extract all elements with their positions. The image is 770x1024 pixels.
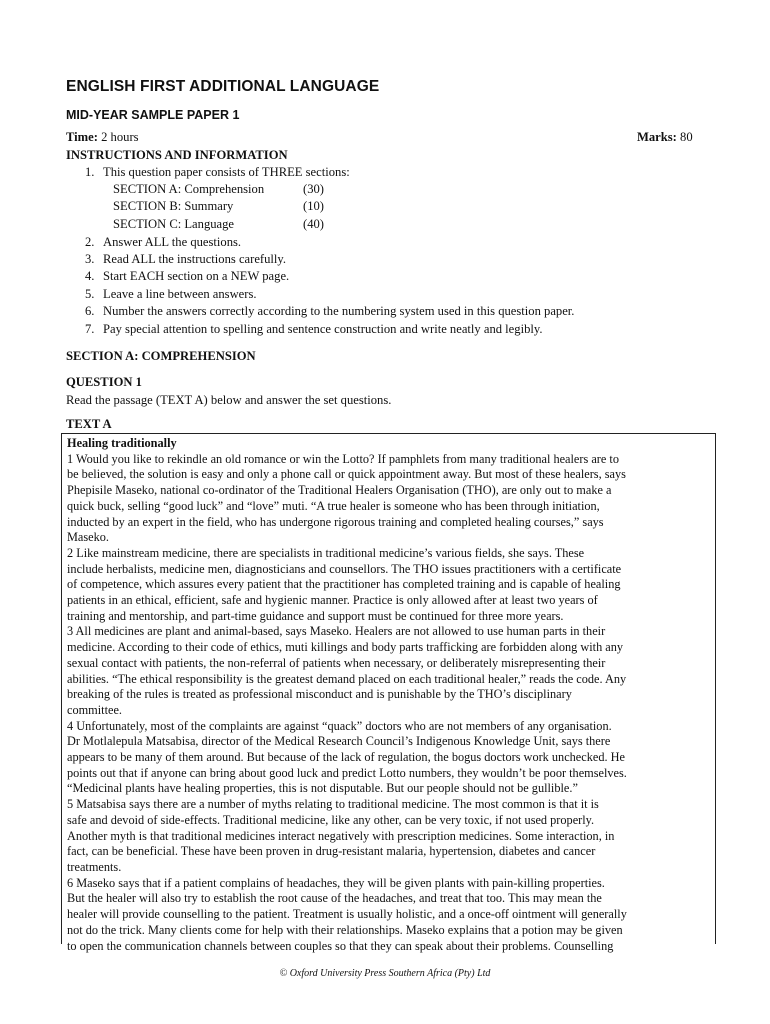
passage-line: “Medicinal plants have healing properties, this is not disputable. But our people should not be gullible.” bbox=[67, 781, 578, 796]
passage-line: 6 Maseko says that if a patient complains of headaches, they will be given plants with pain-killing properties. bbox=[67, 875, 605, 890]
text-label: TEXT A bbox=[66, 417, 112, 431]
passage-line: medicine. According to their code of ethics, muti killings and body parts trafficking are forbidden along with any bbox=[67, 640, 624, 655]
time-value: 2 hours bbox=[101, 130, 139, 144]
instruction-item: 2. Answer ALL the questions. bbox=[85, 234, 242, 249]
instruction-item: 3. Read ALL the instructions carefully. bbox=[85, 252, 287, 266]
marks-info bbox=[637, 129, 693, 145]
section-name: SECTION C: Language bbox=[113, 216, 235, 231]
passage-line: committee. bbox=[67, 702, 122, 717]
question-intro: Read the passage (TEXT A) below and answer the set questions. bbox=[66, 393, 392, 407]
section-a-heading: SECTION A: COMPREHENSION bbox=[66, 349, 256, 363]
passage-line: inducted by an expert in the field, who has undergone rigorous training and completed healing courses,” says bbox=[67, 514, 604, 529]
instruction-item: 7. Pay special attention to spelling and sentence construction and write neatly and legibly. bbox=[85, 321, 543, 336]
passage-line: treatments. bbox=[67, 859, 122, 874]
marks-value: 80 bbox=[680, 130, 693, 144]
passage-line: healer will provide counselling to the patient. Treatment is usually holistic, and a once-off ointment will generally bbox=[67, 907, 627, 922]
passage-line: Maseko. bbox=[67, 530, 110, 545]
instruction-item: 6. Number the answers correctly according to the numbering system used in this question paper. bbox=[85, 304, 575, 319]
section-name: SECTION A: Comprehension bbox=[113, 182, 265, 196]
passage-line: But the healer will also try to establish the root cause of the headaches, and treat that too. This may mean the bbox=[67, 891, 602, 906]
passage-line: Phepisile Maseko, national co-ordinator of the Traditional Healers Organisation (THO), are only out to make a bbox=[67, 483, 612, 498]
passage-line: include herbalists, medicine men, diagnosticians and counsellors. The THO issues practitioners with a certificate bbox=[67, 561, 622, 576]
instruction-item: 1. This question paper consists of THREE sections: bbox=[85, 165, 350, 179]
passage-line: not do the trick. Many clients come for help with their relationships. Maseko explains that a potion may be given bbox=[67, 922, 623, 937]
time-label: Time: bbox=[66, 130, 98, 144]
section-row bbox=[113, 216, 324, 233]
sections-table bbox=[113, 181, 324, 233]
time-info bbox=[66, 129, 139, 145]
paper-title: ENGLISH FIRST ADDITIONAL LANGUAGE bbox=[66, 78, 380, 95]
passage-line: 2 Like mainstream medicine, there are specialists in traditional medicine’s various fields, she says. These bbox=[67, 545, 585, 560]
section-row bbox=[113, 181, 324, 198]
passage-line: be believed, the solution is easy and only a phone call or quick appointment away. But most of these healers, says bbox=[67, 467, 626, 482]
passage-line: safe and devoid of side-effects. Traditional medicine, like any other, can be very toxic, if not used properly. bbox=[67, 812, 595, 827]
passage-line: of competence, which assures every patient that the practitioner has completed training and is capable of healing bbox=[67, 577, 621, 592]
passage-line: Dr Motlalepula Matsabisa, director of the Medical Research Council’s Indigenous Knowledge Unit, says there bbox=[67, 734, 611, 749]
instruction-item: 4. Start EACH section on a NEW page. bbox=[85, 269, 290, 284]
passage-line: 5 Matsabisa says there are a number of myths relating to traditional medicine. The most common is that it is bbox=[67, 797, 599, 812]
passage-line: patients in an ethical, efficient, safe and hygienic manner. Practice is only allowed after at least two years of bbox=[67, 593, 598, 608]
passage-line: appears to be many of them around. But because of the lack of regulation, the bogus doctors work unchecked. He bbox=[67, 750, 625, 765]
paper-subtitle: MID-YEAR SAMPLE PAPER 1 bbox=[66, 108, 240, 122]
passage-line: sexual contact with patients, the non-referral of patients when necessary, or deliberately misrepresenting their bbox=[67, 655, 606, 670]
passage-line: Another myth is that traditional medicines interact negatively with prescription medicines. Some interaction, in bbox=[67, 828, 615, 843]
marks-label: Marks: bbox=[637, 130, 677, 144]
section-marks: (10) bbox=[303, 199, 324, 214]
passage-line: abilities. “The ethical responsibility is the greatest demand placed on each traditional healer,” reads the code. Any bbox=[67, 671, 627, 686]
instructions-heading: INSTRUCTIONS AND INFORMATION bbox=[66, 148, 288, 162]
section-row bbox=[113, 198, 324, 215]
section-marks: (30) bbox=[303, 182, 324, 196]
passage-line: to open the communication channels between couples so that they can speak about their problems. Counselling bbox=[67, 938, 614, 953]
section-marks: (40) bbox=[303, 216, 324, 231]
passage-box bbox=[61, 433, 716, 953]
passage-body bbox=[67, 452, 715, 955]
copyright-footer: © Oxford University Press Southern Africa (Pty) Ltd bbox=[279, 968, 491, 979]
question-heading: QUESTION 1 bbox=[66, 375, 142, 389]
passage-line: 4 Unfortunately, most of the complaints are against “quack” doctors who are not members of any organisation. bbox=[67, 718, 612, 733]
passage-line: points out that if anyone can bring about good luck and predict Lotto numbers, they wouldn’t be poor themselves. bbox=[67, 765, 627, 780]
passage-line: 1 Would you like to rekindle an old romance or win the Lotto? If pamphlets from many traditional healers are to bbox=[67, 451, 619, 466]
passage-line: breaking of the rules is treated as professional misconduct and is punishable by the THO’s disciplinary bbox=[67, 687, 572, 702]
passage-title: Healing traditionally bbox=[67, 436, 177, 450]
passage-line: quick buck, selling “good luck” and “love” muti. “A true healer is someone who has been through initiation, bbox=[67, 498, 600, 513]
instruction-item: 5. Leave a line between answers. bbox=[85, 286, 257, 301]
passage-line: training and mentorship, and part-time guidance and support must be continued for three more years. bbox=[67, 608, 564, 623]
passage-line: fact, can be beneficial. These have been proven in drug-resistant malaria, hypertension, diabetes and cancer bbox=[67, 844, 596, 859]
passage-line: 3 All medicines are plant and animal-based, says Maseko. Healers are not allowed to use human parts in their bbox=[67, 624, 606, 639]
section-name: SECTION B: Summary bbox=[113, 199, 234, 214]
